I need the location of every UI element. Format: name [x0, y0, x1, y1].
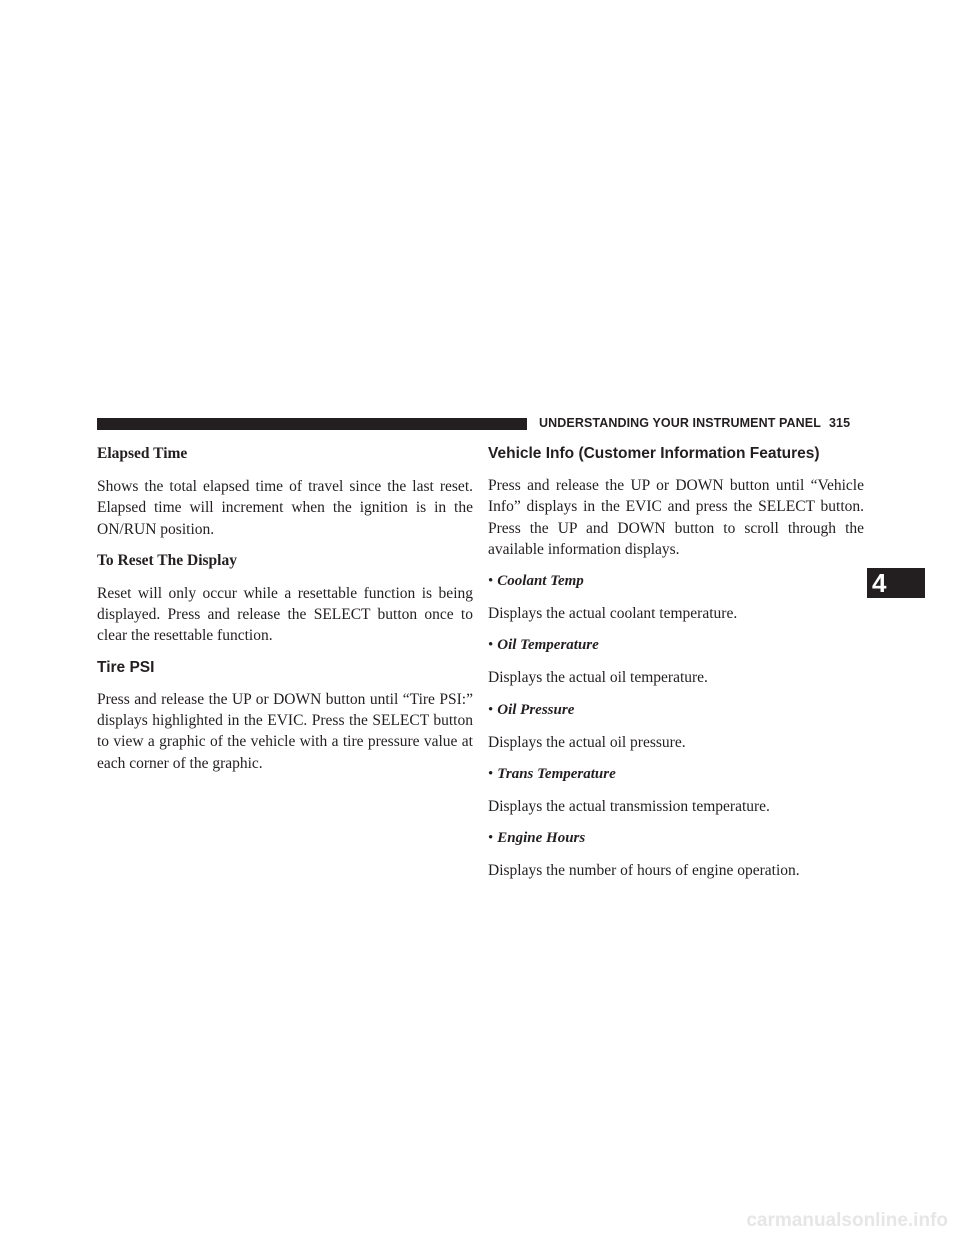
- tire-psi-body: Press and release the UP or DOWN button until “Tire PSI:” displays highlighted in the EVIC. Press the SELECT button to view a graphic of the vehicle with a tire pressure value at each corner of the graphic.: [97, 690, 473, 772]
- item-title: Oil Pressure: [497, 701, 575, 718]
- item-description: Displays the actual oil pressure.: [488, 733, 686, 751]
- item-title: Oil Temperature: [497, 637, 599, 654]
- page-number: 315: [828, 416, 851, 430]
- item-description: Displays the number of hours of engine operation.: [488, 862, 800, 880]
- tire-psi-heading: Tire PSI: [97, 658, 155, 676]
- item-title: Coolant Temp: [497, 573, 584, 590]
- list-item: [488, 700, 864, 721]
- elapsed-time-heading: Elapsed Time: [97, 445, 188, 462]
- running-header: [539, 416, 850, 430]
- item-title: Trans Temperature: [497, 766, 616, 783]
- item-description: Displays the actual coolant temperature.: [488, 605, 738, 623]
- list-item: [488, 635, 864, 656]
- right-column: [488, 444, 864, 893]
- bullet-icon: •: [488, 637, 494, 654]
- list-item: [488, 764, 864, 785]
- item-title: Engine Hours: [497, 830, 586, 847]
- vehicle-info-intro: Press and release the UP or DOWN button until “Vehicle Info” displays in the EVIC and press the SELECT button. Press the UP and DOWN button to scroll through the available information displays.: [488, 477, 864, 558]
- list-item: [488, 828, 864, 849]
- list-item: [488, 571, 864, 592]
- bullet-icon: •: [488, 573, 494, 590]
- chapter-tab: 4: [867, 568, 925, 598]
- item-description: Displays the actual oil temperature.: [488, 669, 708, 687]
- left-column: [97, 444, 473, 785]
- reset-display-body: Reset will only occur while a resettable function is being displayed. Press and release the SELECT button once to clear the resettable function.: [97, 584, 473, 645]
- vehicle-info-heading: Vehicle Info (Customer Information Features): [488, 445, 820, 462]
- bullet-icon: •: [488, 830, 494, 847]
- reset-display-heading: To Reset The Display: [97, 551, 237, 569]
- bullet-icon: •: [488, 701, 494, 718]
- header-rule: [97, 418, 527, 430]
- bullet-icon: •: [488, 766, 494, 783]
- section-title: UNDERSTANDING YOUR INSTRUMENT PANEL: [539, 416, 821, 430]
- watermark: carmanualsonline.info: [746, 1210, 948, 1231]
- elapsed-time-body: Shows the total elapsed time of travel since the last reset. Elapsed time will increment when the ignition is in the ON/RUN position.: [97, 478, 473, 538]
- item-description: Displays the actual transmission temperature.: [488, 798, 770, 816]
